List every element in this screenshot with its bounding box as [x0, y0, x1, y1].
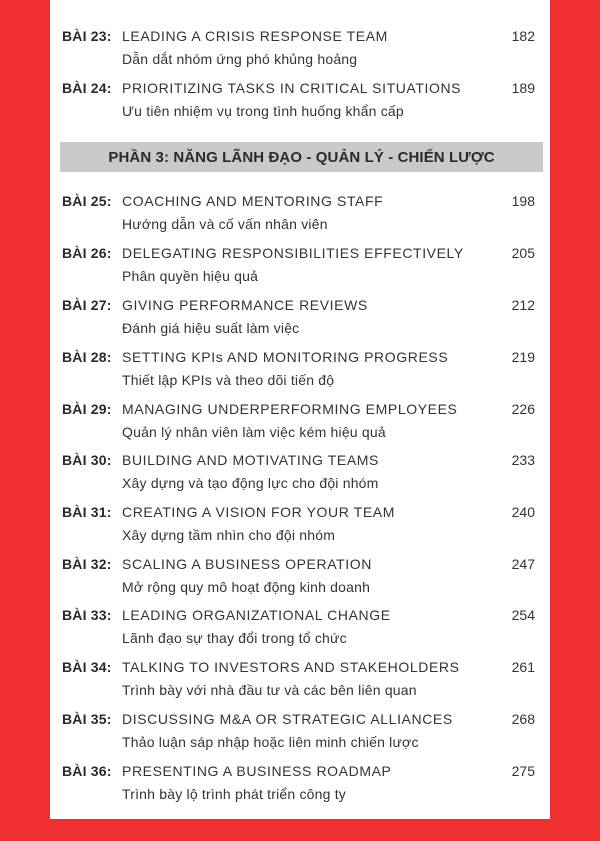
- lesson-title: MANAGING UNDERPERFORMING EMPLOYEES: [122, 401, 458, 417]
- lesson-subtitle: Ưu tiên nhiệm vụ trong tình huống khẩn cấp: [122, 103, 404, 119]
- toc-entry: [62, 556, 535, 600]
- section-title: PHẦN 3: NĂNG LÃNH ĐẠO - QUẢN LÝ - CHIẾN LƯỢC: [108, 148, 495, 166]
- lesson-title: BUILDING AND MOTIVATING TEAMS: [122, 452, 379, 468]
- page-number: 189: [511, 80, 535, 96]
- lesson-number: BÀI 32:: [62, 556, 112, 572]
- page-number: 275: [511, 763, 535, 779]
- lesson-number: BÀI 36:: [62, 763, 112, 779]
- toc-entry: [62, 193, 535, 237]
- lesson-number: BÀI 31:: [62, 504, 112, 520]
- page-number: 226: [511, 401, 535, 417]
- lesson-number: BÀI 30:: [62, 452, 112, 468]
- lesson-number: BÀI 27:: [62, 297, 112, 313]
- lesson-title: DISCUSSING M&A OR STRATEGIC ALLIANCES: [122, 711, 453, 727]
- lesson-subtitle: Hướng dẫn và cố vấn nhân viên: [122, 216, 328, 232]
- toc-entry: [62, 297, 535, 341]
- lesson-subtitle: Trình bày với nhà đầu tư và các bên liên quan: [122, 682, 417, 698]
- lesson-subtitle: Đánh giá hiệu suất làm việc: [122, 320, 300, 336]
- toc-entry: [62, 349, 535, 393]
- lesson-title: PRESENTING A BUSINESS ROADMAP: [122, 763, 392, 779]
- lesson-number: BÀI 34:: [62, 659, 112, 675]
- lesson-title: SCALING A BUSINESS OPERATION: [122, 556, 372, 572]
- page-number: 254: [511, 607, 535, 623]
- lesson-subtitle: Dẫn dắt nhóm ứng phó khủng hoảng: [122, 51, 358, 67]
- page-number: 212: [511, 297, 535, 313]
- lesson-number: BÀI 26:: [62, 245, 112, 261]
- lesson-subtitle: Mở rộng quy mô hoạt động kinh doanh: [122, 579, 371, 595]
- toc-entry: [62, 711, 535, 755]
- lesson-title: DELEGATING RESPONSIBILITIES EFFECTIVELY: [122, 245, 464, 261]
- lesson-title: GIVING PERFORMANCE REVIEWS: [122, 297, 368, 313]
- lesson-title: COACHING AND MENTORING STAFF: [122, 193, 384, 209]
- lesson-number: BÀI 25:: [62, 193, 112, 209]
- page-number: 182: [511, 28, 535, 44]
- section-header: [60, 142, 543, 172]
- lesson-title: LEADING A CRISIS RESPONSE TEAM: [122, 28, 388, 44]
- toc-entry: [62, 659, 535, 703]
- page-number: 240: [511, 504, 535, 520]
- lesson-number: BÀI 29:: [62, 401, 112, 417]
- lesson-subtitle: Thiết lập KPIs và theo dõi tiến độ: [122, 372, 335, 388]
- lesson-title: LEADING ORGANIZATIONAL CHANGE: [122, 607, 391, 623]
- lesson-number: BÀI 23:: [62, 28, 112, 44]
- lesson-number: BÀI 24:: [62, 80, 112, 96]
- lesson-number: BÀI 35:: [62, 711, 112, 727]
- toc-entry: [62, 504, 535, 548]
- lesson-subtitle: Thảo luận sáp nhập hoặc liên minh chiến lược: [122, 734, 419, 750]
- page-number: 205: [511, 245, 535, 261]
- toc-entry: [62, 763, 535, 807]
- lesson-number: BÀI 33:: [62, 607, 112, 623]
- lesson-subtitle: Xây dựng tầm nhìn cho đội nhóm: [122, 527, 336, 543]
- lesson-title: PRIORITIZING TASKS IN CRITICAL SITUATIONS: [122, 80, 462, 96]
- lesson-title: TALKING TO INVESTORS AND STAKEHOLDERS: [122, 659, 460, 675]
- page-number: 247: [511, 556, 535, 572]
- lesson-subtitle: Quản lý nhân viên làm việc kém hiệu quả: [122, 424, 386, 440]
- page-number: 198: [511, 193, 535, 209]
- page-number: 261: [511, 659, 535, 675]
- lesson-subtitle: Xây dựng và tạo động lực cho đội nhóm: [122, 475, 379, 491]
- toc-page: [50, 0, 550, 819]
- page-number: 268: [511, 711, 535, 727]
- page-number: 219: [511, 349, 535, 365]
- toc-entry: [62, 80, 535, 124]
- lesson-subtitle: Phân quyền hiệu quả: [122, 268, 259, 284]
- page-number: 233: [511, 452, 535, 468]
- lesson-subtitle: Lãnh đạo sự thay đổi trong tổ chức: [122, 630, 347, 646]
- lesson-number: BÀI 28:: [62, 349, 112, 365]
- toc-entry: [62, 401, 535, 445]
- toc-entry: [62, 245, 535, 289]
- lesson-title: SETTING KPIs AND MONITORING PROGRESS: [122, 349, 449, 365]
- toc-entry: [62, 452, 535, 496]
- lesson-title: CREATING A VISION FOR YOUR TEAM: [122, 504, 395, 520]
- toc-entry: [62, 28, 535, 72]
- toc-entry: [62, 607, 535, 651]
- lesson-subtitle: Trình bày lộ trình phát triển công ty: [122, 786, 346, 802]
